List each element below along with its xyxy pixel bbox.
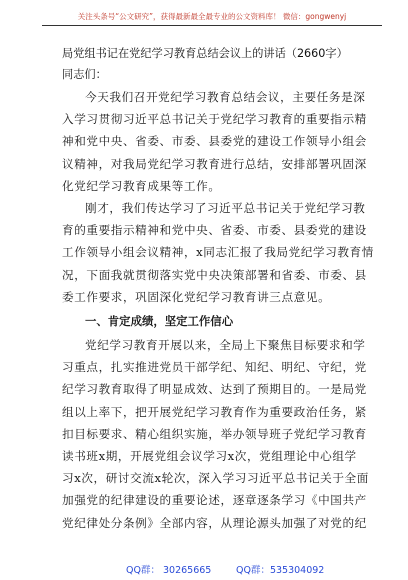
text-line: 组以上率下，把开展党纪学习教育作为重要政治任务，紧 [62,404,367,419]
text-line: 况，下面我就贯彻落实党中央决策部署和省委、市委、县 [62,267,367,282]
text-line: 习x次，研讨交流x轮次，深入学习习近平总书记关于全面 [62,471,369,486]
footer-qq-group-1: QQ群： 30265665 [126,565,212,576]
header-divider [42,25,382,26]
text-line: 习重点，扎实推进党员干部学纪、知纪、明纪、守纪，党 [62,360,367,375]
text-line: 化党纪学习教育成果等工作。 [62,178,221,193]
text-line: 议精神，对我局党纪学习教育进行总结，安排部署巩固深 [62,156,367,171]
text-line: 读书班x期，开展党组会议学习x次，党组理论中心组学 [62,449,357,464]
text-line: 纪学习教育取得了明显成效、达到了预期目的。一是局党 [62,382,367,397]
text-line: 党纪律处分条例》全部内容，从理论源头加强了对党的纪 [62,515,367,530]
document-body [62,44,374,534]
text-line: 加强党的纪律建设的重要论述，逐章逐条学习《中国共产 [62,493,367,508]
text-line: 党纪学习教育开展以来，全局上下聚焦目标要求和学 [85,338,366,353]
header-notice: 关注头条号“公文研究”，获得最新最全最专业的公文资料库！ 微信：gongwenyj [77,12,347,21]
salutation: 同志们： [62,68,107,81]
page-header [0,0,408,38]
text-line: 委工作要求，巩固深化党纪学习教育讲三点意见。 [62,289,331,304]
page-footer [0,562,408,576]
text-line: 入学习贯彻习近平总书记关于党纪学习教育的重要指示精 [62,112,367,127]
text-line: 扣目标要求、精心组织实施，举办领导班子党纪学习教育 [62,426,367,441]
text-line: 刚才，我们传达学习了习近平总书记关于党纪学习教 [85,201,366,216]
footer-qq-group-2: QQ群：535304092 [236,565,325,576]
paragraph-1 [62,86,367,197]
text-line: 今天我们召开党纪学习教育总结会议，主要任务是深 [85,90,366,104]
text-line: 神和党中央、省委、市委、县委党的建设工作领导小组会 [62,134,367,149]
document-title: 局党组书记在党纪学习教育总结会议上的讲话（2660字） [62,47,348,60]
paragraph-3 [62,334,369,534]
text-line: 育的重要指示精神和党中央、省委、市委、县委党的建设 [62,223,367,238]
paragraph-2 [62,197,374,308]
text-line: 工作领导小组会议精神，x同志汇报了我局党纪学习教育情 [62,245,374,260]
section-heading: 一、肯定成绩，坚定工作信心 [85,314,234,329]
